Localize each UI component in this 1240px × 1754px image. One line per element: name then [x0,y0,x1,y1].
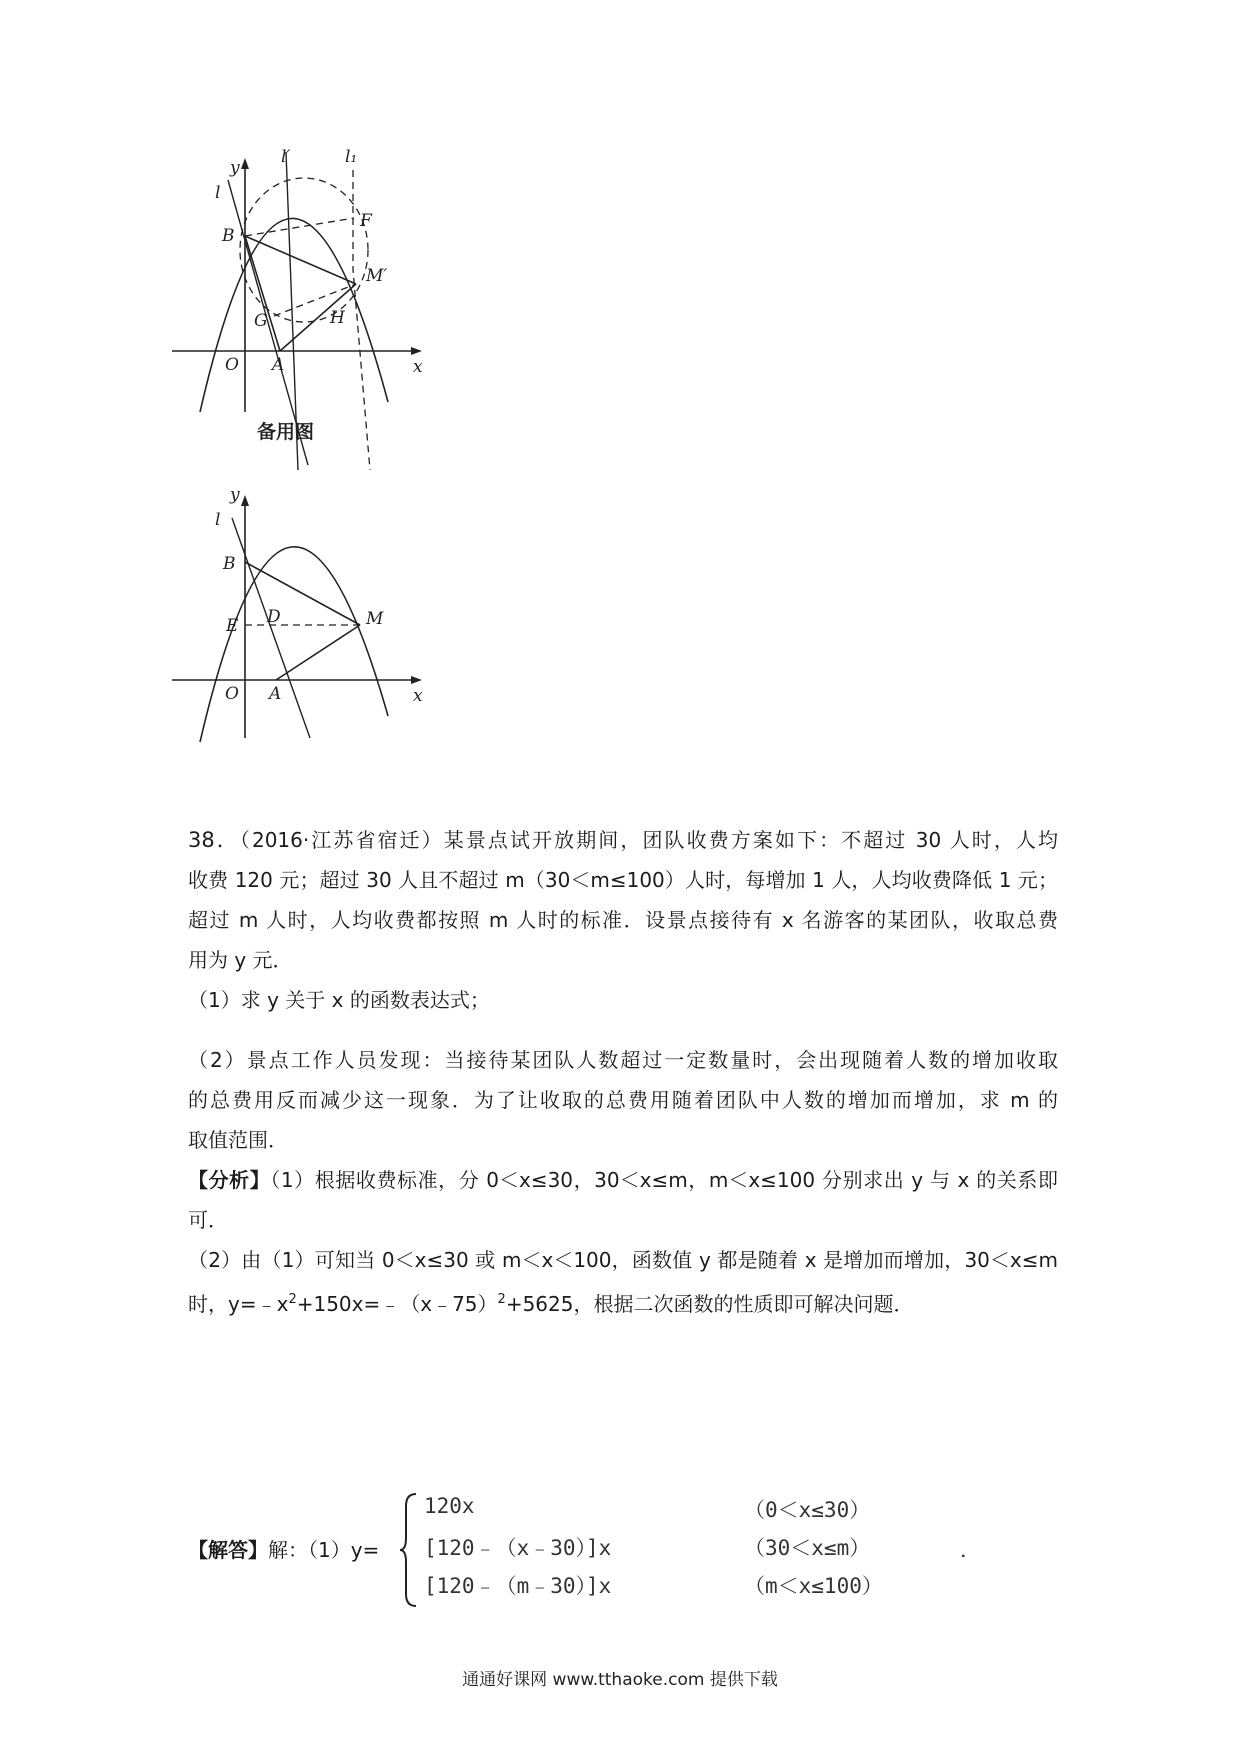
problem-line-1: 38．（2016·江苏省宿迁）某景点试开放期间，团队收费方案如下：不超过 30 人时，人均 [188,828,1059,852]
parabola [200,547,388,742]
dashed-circle [240,178,368,322]
analysis-line-3: （2）由（1）可知当 0＜x≤30 或 m＜x＜100，函数值 y 都是随着 x 是增加而增加，30＜x≤m [188,1248,1058,1272]
problem-statement [188,820,1058,980]
question-2-line-3: 取值范围． [188,1128,288,1152]
analysis-line-2: 可． [188,1208,228,1232]
analysis [188,1160,1058,1240]
analysis-line-1: 【分析】（1）根据收费标准，分 0＜x≤30，30＜x≤m，m＜x≤100 分别求出 y 与 x 的关系即 [188,1168,1058,1192]
solution [188,1490,1088,1610]
x-arrow-icon [411,676,422,684]
question-2 [188,1040,1058,1160]
label-a: A [272,355,285,375]
label-l: l [215,510,221,530]
question-2-line-2: 的总费用反而减少这一现象．为了让收取的总费用随着团队中人数的增加而增加，求 m 的 [188,1088,1058,1112]
problem-number: 38． [188,828,240,852]
analysis-part-2 [188,1240,1058,1324]
figure1-svg [170,140,460,480]
label-x: x [413,686,423,706]
footer: 通通好课网 www.tthaoke.com 提供下载 [462,1670,778,1690]
label-h: H [330,308,345,328]
label-y: y [230,485,240,505]
figure2-svg [170,480,460,750]
label-e: E [226,616,239,636]
solution-end: ． [960,1538,981,1562]
y-arrow-icon [241,158,249,169]
figure-backup-diagram [170,140,460,480]
figure-main-diagram [170,480,460,750]
question-1-text: （1）求 y 关于 x 的函数表达式； [188,988,490,1012]
label-b: B [222,226,235,246]
label-y: y [230,158,240,178]
case-1-cond: （0＜x≤30） [744,1498,871,1522]
label-g: G [254,311,268,331]
x-arrow-icon [411,347,422,355]
label-x: x [413,357,423,377]
problem-line-3: 超过 m 人时，人均收费都按照 m 人时的标准．设景点接待有 x 名游客的某团队，收取总费 [188,908,1058,932]
parabola [200,218,388,412]
case-2-cond: （30＜x≤m） [744,1536,871,1560]
question-1 [188,980,1058,1020]
problem-line-2: 收费 120 元；超过 30 人且不超过 m（30＜m≤100）人时，每增加 1 人，人均收费降低 1 元； [188,868,1058,892]
piecewise-brace-icon [398,1490,420,1610]
segment-am [276,625,360,680]
y-arrow-icon [241,495,249,506]
label-o: O [225,355,239,375]
label-l-prime: l′ [281,147,291,167]
label-a: A [269,684,282,704]
label-m: M [366,609,384,629]
label-d: D [267,607,281,627]
line-l [232,518,310,738]
label-f: F [360,211,372,231]
label-o: O [225,684,239,704]
question-2-line-1: （2）景点工作人员发现：当接待某团队人数超过一定数量时，会出现随着人数的增加收取 [188,1048,1058,1072]
label-l1: l₁ [345,147,358,167]
label-m: M′ [366,266,388,286]
case-2-expr: [120﹣（x﹣30）]x [424,1536,612,1560]
segment-bf [245,218,354,236]
solution-tag: 【解答】 [188,1538,268,1562]
segment-ba [245,236,280,351]
label-l: l [215,183,221,203]
solution-lead: 【解答】解：（1）y= [188,1538,380,1562]
case-3-cond: （m＜x≤100） [744,1574,883,1598]
problem-line-4: 用为 y 元． [188,948,293,972]
case-1-expr: 120x [424,1494,475,1518]
segment-bm [245,236,356,284]
label-b: B [223,554,236,574]
analysis-tag: 【分析】 [188,1168,271,1192]
figure-caption: 备用图 [257,421,315,443]
analysis-line-4: 时，$y=﹣x^2+150x=﹣(x﹣75)^2+5625$，根据二次函数的性质即可解决问题． [188,1292,914,1316]
case-3-expr: [120﹣（m﹣30）]x [424,1574,612,1598]
